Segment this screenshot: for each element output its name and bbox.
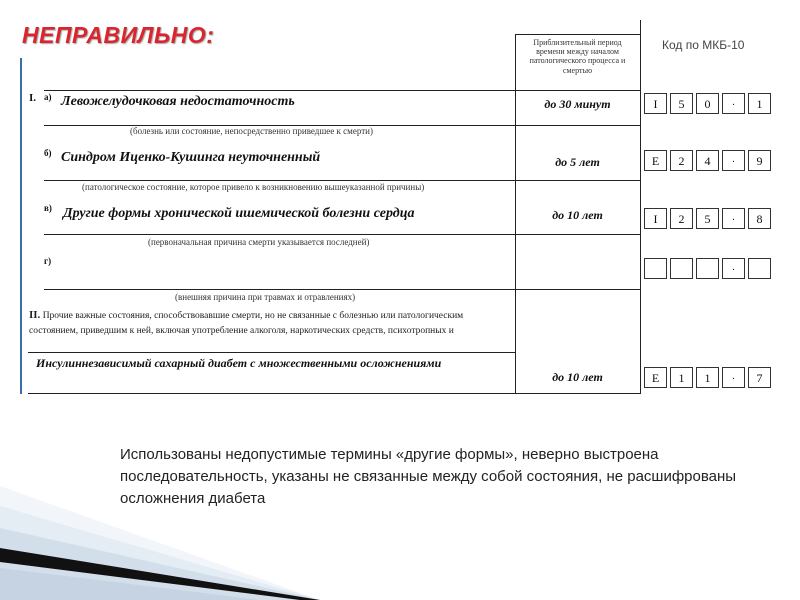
code-cell: E xyxy=(644,150,667,171)
header-top-line xyxy=(515,34,640,35)
code-cell: 4 xyxy=(696,150,719,171)
note-g: (внешняя причина при травмах и отравлениях) xyxy=(175,292,356,302)
code-cell: 5 xyxy=(670,93,693,114)
icd-code-b xyxy=(644,150,774,171)
code-cell: 2 xyxy=(670,208,693,229)
note-b: (патологическое состояние, которое привело к возникновению вышеуказанной причины) xyxy=(82,182,425,192)
period-section-two: до 10 лет xyxy=(552,370,603,384)
diagnosis-a: Левожелудочковая недостаточность xyxy=(61,94,295,109)
code-cell: . xyxy=(722,150,745,171)
code-cell: . xyxy=(722,208,745,229)
table-bottom-line xyxy=(28,393,640,394)
section-one-label: I. xyxy=(29,92,37,104)
code-cell: . xyxy=(722,258,745,279)
code-cell: 7 xyxy=(748,367,771,388)
code-cell: 1 xyxy=(748,93,771,114)
row-b-line xyxy=(44,180,640,181)
row-v-line xyxy=(44,234,640,235)
left-accent-line xyxy=(20,58,22,394)
code-cell xyxy=(670,258,693,279)
period-a: до 30 минут xyxy=(544,97,611,111)
section-two-description: Прочие важные состояния, способствовавшие смерти, но не связанные с болезнью или патологическим состоянием, приведшим к ней, включая употребление алкоголя, наркотических средств, психотропных и xyxy=(29,311,464,336)
diagnosis-section-two: Инсулиннезависимый сахарный диабет с множественными осложнениями xyxy=(36,356,442,370)
code-cell xyxy=(696,258,719,279)
row-g-line xyxy=(44,289,640,290)
diagnosis-b: Синдром Иценко-Кушинга неуточненный xyxy=(61,150,321,165)
row-label-g: г) xyxy=(44,256,52,266)
section-two-label: II. xyxy=(29,309,41,321)
note-v: (первоначальная причина смерти указывается последней) xyxy=(148,237,370,247)
code-cell: 5 xyxy=(696,208,719,229)
code-cell: 2 xyxy=(670,150,693,171)
row-label-a: а) xyxy=(44,92,52,102)
period-b: до 5 лет xyxy=(555,155,600,169)
icd-code-section-two xyxy=(644,367,774,388)
icd-code-g xyxy=(644,258,774,279)
explanation-text: Использованы недопустимые термины «другие формы», неверно выстроена последовательность, указаны не связанные между собой состояния, не расшифрованы осложнения диабета xyxy=(120,446,737,507)
note-a: (болезнь или состояние, непосредственно приведшее к смерти) xyxy=(130,126,373,136)
row-label-v: в) xyxy=(44,203,52,213)
code-cell: 0 xyxy=(696,93,719,114)
decorative-corner-stripes xyxy=(0,478,320,600)
code-cell: I xyxy=(644,208,667,229)
code-cell: . xyxy=(722,367,745,388)
code-column-divider xyxy=(640,20,641,394)
code-cell xyxy=(644,258,667,279)
icd-code-a xyxy=(644,93,774,114)
code-cell: I xyxy=(644,93,667,114)
code-cell: 1 xyxy=(670,367,693,388)
section-two-text xyxy=(29,308,513,339)
code-cell xyxy=(748,258,771,279)
code-cell: 8 xyxy=(748,208,771,229)
section-two-line xyxy=(28,352,516,353)
period-v: до 10 лет xyxy=(552,208,603,222)
code-cell: 9 xyxy=(748,150,771,171)
icd-code-v xyxy=(644,208,774,229)
row-label-b: б) xyxy=(44,148,52,158)
code-column-header: Код по МКБ-10 xyxy=(662,38,745,52)
code-cell: . xyxy=(722,93,745,114)
header-bottom-line xyxy=(44,90,640,91)
diagnosis-v: Другие формы хронической ишемической болезни сердца xyxy=(63,206,415,221)
code-cell: E xyxy=(644,367,667,388)
period-column-divider xyxy=(515,34,516,394)
code-cell: 1 xyxy=(696,367,719,388)
page-title: НЕПРАВИЛЬНО: xyxy=(22,22,215,48)
period-column-header: Приблизительный период времени между началом патологического процесса и смертью xyxy=(529,38,626,75)
